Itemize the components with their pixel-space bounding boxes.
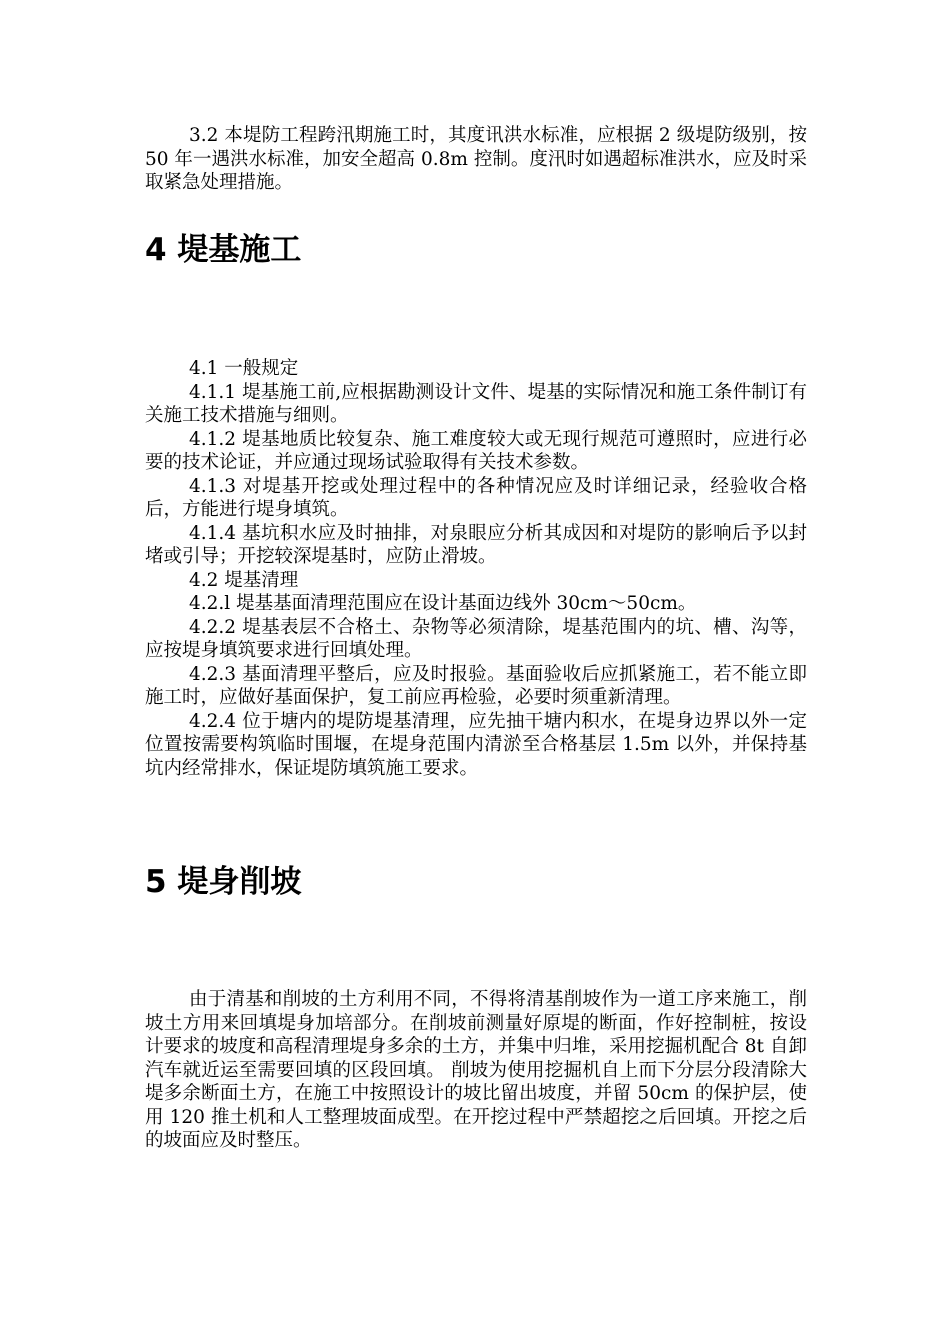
- section-5-body: [145, 988, 807, 1153]
- paragraph-4-1: 4.1 一般规定: [189, 358, 299, 379]
- paragraph-4-2-1: 4.2.l 堤基基面清理范围应在设计基面边线外 30cm～50cm。: [189, 593, 697, 614]
- paragraph-4-2-2: 4.2.2 堤基表层不合格土、杂物等必须清除，堤基范围内的坑、槽、沟等，应按堤身填筑要求进行回填处理。: [145, 616, 807, 661]
- paragraph-4-1-3: 4.1.3 对堤基开挖或处理过程中的各种情况应及时详细记录，经验收合格后，方能进行堤身填筑。: [145, 475, 807, 520]
- section-4-body: [145, 357, 807, 780]
- paragraph-4-1-4: 4.1.4 基坑积水应及时抽排，对泉眼应分析其成因和对堤防的影响后予以封堵或引导；开挖较深堤基时，应防止滑坡。: [145, 522, 807, 567]
- paragraph-4-1-1: 4.1.1 堤基施工前,应根据勘测设计文件、堤基的实际情况和施工条件制订有关施工技术措施与细则。: [145, 381, 807, 426]
- paragraph-5-1: 由于清基和削坡的土方利用不同，不得将清基削坡作为一道工序来施工，削坡土方用来回填堤身加培部分。在削坡前测量好原堤的断面，作好控制桩，按设计要求的坡度和高程清理堤身多余的土方，并集中归堆，采用挖掘机配合 8t 自卸汽车就近运至需要回填的区段回填。 削坡为使用挖掘机自上而下分层分段清除大堤多余断面土方，在施工中按照设计的坡比留出坡度，并留 50cm 的保护层，使用 120 推土机和人工整理坡面成型。在开挖过程中严禁超挖之后回填。开挖之后的坡面应及时整压。: [145, 989, 807, 1151]
- paragraph-4-2-4: 4.2.4 位于塘内的堤防堤基清理，应先抽干塘内积水，在堤身边界以外一定位置按需要构筑临时围堰，在堤身范围内清淤至合格基层 1.5m 以外，并保持基坑内经常排水，保证堤防填筑施工要求。: [145, 710, 807, 779]
- paragraph-3-2: 3.2 本堤防工程跨汛期施工时，其度讯洪水标准，应根据 2 级堤防级别，按 50 年一遇洪水标准，加安全超高 0.8m 控制。度汛时如遇超标准洪水，应及时采取紧急处理措施。: [145, 125, 807, 193]
- section-4-heading: 4 堤基施工: [145, 232, 302, 268]
- section-5-heading: 5 堤身削坡: [145, 864, 302, 900]
- paragraph-4-2-3: 4.2.3 基面清理平整后，应及时报验。基面验收后应抓紧施工，若不能立即施工时，应做好基面保护，复工前应再检验，必要时须重新清理。: [145, 663, 807, 708]
- paragraph-4-2: 4.2 堤基清理: [189, 569, 299, 591]
- paragraph-4-1-2: 4.1.2 堤基地质比较复杂、施工难度较大或无现行规范可遵照时，应进行必要的技术论证，并应通过现场试验取得有关技术参数。: [145, 428, 807, 473]
